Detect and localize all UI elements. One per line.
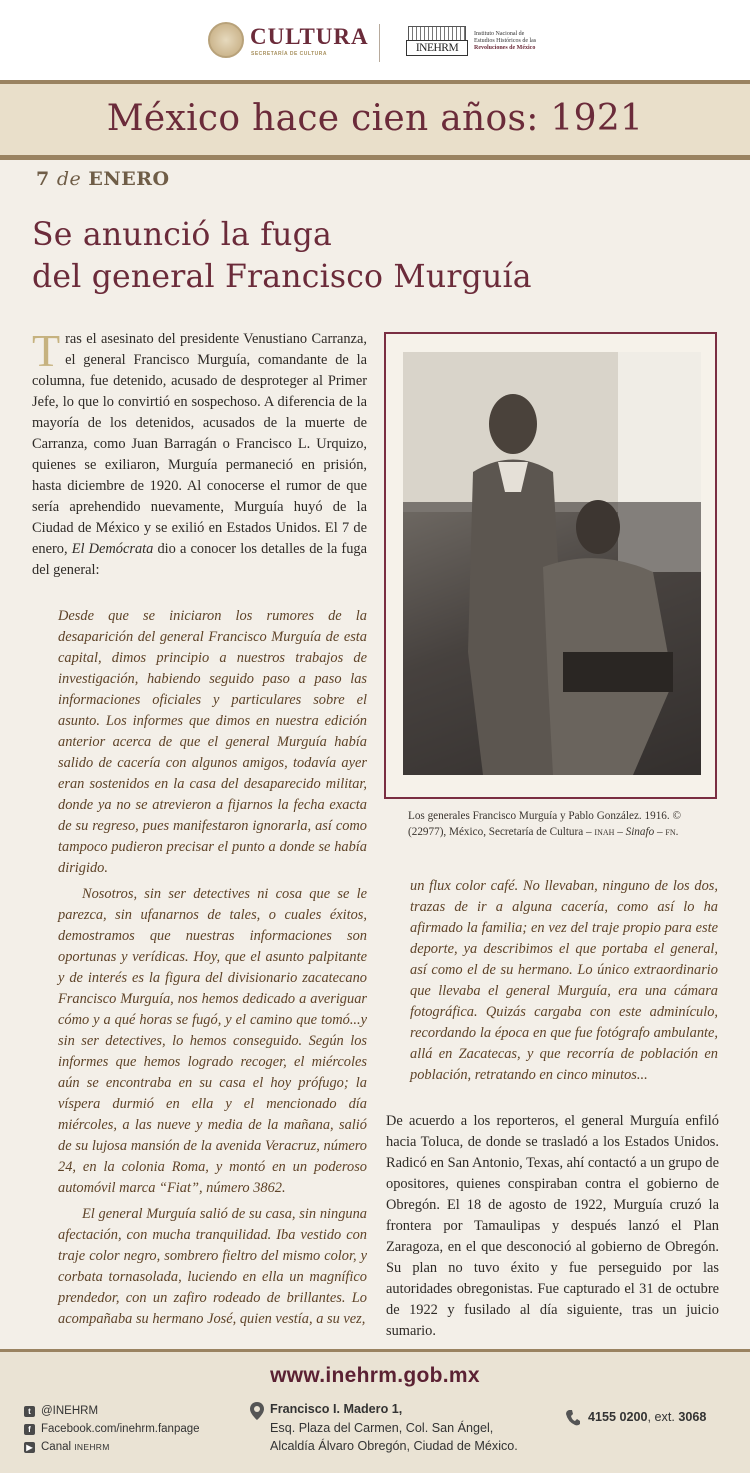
- location-pin-icon: [250, 1402, 264, 1420]
- phone-ext-number: 3068: [678, 1410, 707, 1424]
- address-line-2: Esq. Plaza del Carmen, Col. San Ángel,: [270, 1420, 494, 1435]
- headline-line-2: del general Francisco Murguía: [32, 259, 532, 295]
- inehrm-mark: INEHRM: [406, 40, 468, 56]
- cultura-logo[interactable]: [208, 22, 368, 62]
- website-link[interactable]: www.inehrm.gob.mx: [270, 1364, 480, 1387]
- national-seal-icon: [208, 22, 244, 58]
- phone-number[interactable]: [588, 1410, 706, 1424]
- twitter-link[interactable]: [24, 1402, 200, 1420]
- newspaper-name: El Demócrata: [71, 541, 154, 557]
- quote-paragraph-4: un flux color café. No llevaban, ninguno de los dos, trazas de ir a alguna cacería, como así lo ha afirmado la familia; en vez del traje propio para este deporte, ya describimos el que portaba el general, así como el de su hermano. Lo único extraordinario que llevaba el general Murguía, era una cámara fotográfica. Quizás cargaba con este adminículo, recordando la época en que fue fotógrafo ambulante, allá en Zacatecas, y que recorría de población en población, retratando en cinco minutos...: [410, 878, 718, 1083]
- caption-sep-2: –: [654, 826, 666, 838]
- youtube-channel: Canal INEHRM: [41, 1441, 110, 1453]
- twitter-handle: @INEHRM: [41, 1405, 99, 1417]
- series-title: México hace cien años: 1921: [106, 98, 644, 139]
- quoted-excerpt-continued: [410, 876, 718, 1086]
- inehrm-line-3: Revoluciones de México: [474, 45, 536, 52]
- phone-ext-label: , ext.: [647, 1410, 679, 1424]
- article-headline: [32, 214, 632, 298]
- youtube-link[interactable]: [24, 1438, 200, 1456]
- banner-bottom-rule: [0, 155, 750, 160]
- twitter-icon: t: [24, 1406, 35, 1417]
- caption-end: .: [675, 826, 679, 838]
- facebook-url: Facebook.com/inehrm.fanpage: [41, 1423, 200, 1435]
- date-month: ENERO: [88, 168, 170, 190]
- outro-text: De acuerdo a los reporteros, el general Murguía enfiló hacia Toluca, de donde se trasladó a los Estados Unidos. Radicó en San Antonio, Texas, ahí contactó a un grupo de opositores, quienes conspiraban contra el gobierno de Obregón. El 18 de agosto de 1922, Murguía cruzó la frontera por Tamaulipas y después lanzó el Plan Zaragoza, en el que desconoció al gobierno de Obregón. Su plan no tuvo éxito y fue perseguido por las autoridades obregonistas. Fue capturado el 31 de octubre de 1922 y fusilado al día siguiente, tras un juicio sumario.: [386, 1113, 719, 1339]
- photo-caption: [408, 808, 708, 840]
- cultura-title: CULTURA: [250, 24, 369, 49]
- youtube-icon: ▶: [24, 1442, 35, 1453]
- intro-paragraph: [32, 325, 367, 581]
- quote-paragraph-1: Desde que se iniciaron los rumores de la desaparición del general Francisco Murguía de esta capital, dimos principio a nuestros trabajos de investigación, habiendo seguido paso a paso las informaciones oficiales y particulares sobre el asunto. Los informes que dimos en nuestra edición anterior acerca de que el general Murguía había salido de cacería con algunos amigos, todavía ayer eran sostenidos en la casa del desaparecido militar, donde ya no se atrevieron a fijarnos la fecha exacta de su regreso, pues manifestaron ignorarla, así como tampoco pudieron precisar el punto a donde se había dirigido.: [58, 608, 367, 876]
- intro-tail: dio a conocer los detalles de la fuga del general:: [32, 541, 367, 578]
- date-line: [36, 168, 170, 190]
- address-line-3: Alcaldía Álvaro Obregón, Ciudad de México.: [270, 1439, 518, 1453]
- closing-paragraph: [386, 1111, 719, 1342]
- cultura-subtitle: SECRETARÍA DE CULTURA: [251, 51, 327, 57]
- top-header: [0, 0, 750, 82]
- header-divider: [379, 24, 380, 62]
- quote-paragraph-3: El general Murguía salió de su casa, sin ninguna afectación, con mucha tranquilidad. Iba vestido con traje color negro, sombrero fieltro del mismo color, y corbata tornasolada, luciendo en ella un magnífico prendedor, con un zafiro rodeado de brillantes. Lo acompañaba su hermano José, quien vestía, a su vez,: [58, 1206, 367, 1327]
- quote-paragraph-2: Nosotros, sin ser detectives ni cosa que se le parezca, sin ufanarnos de tales, o cuales éxitos, demostramos que nuestras informaciones son oportunas y verídicas. Hoy, que el asunto palpitante y de interés es la figura del divisionario zacatecano Francisco Murguía, nos hemos dedicado a averiguar cómo y a qué horas se fugó, y el camino que tomó...y sin ser detectives, lo hemos conseguido. Según los informes que hemos logrado recoger, el miércoles aún se encontraba en su casa el hoy prófugo; la víspera durmió en ella y el mencionado día miércoles, a las nueve y media de la mañana, salió de su lujosa mansión de la avenida Veracruz, número 24, en la colonia Roma, y montó en un poderoso automóvil marca “Fiat”, número 3862.: [58, 886, 367, 1196]
- inehrm-name: [474, 31, 536, 53]
- social-links: [24, 1402, 200, 1456]
- photo-illustration: [403, 352, 701, 775]
- facebook-link[interactable]: [24, 1420, 200, 1438]
- inehrm-line-2: Estudios Históricos de las: [474, 38, 537, 45]
- caption-text: Los generales Francisco Murguía y Pablo González. 1916. © (22977), México, Secretaría de Cultura –: [408, 810, 681, 838]
- date-day: 7: [36, 168, 50, 190]
- inehrm-line-1: Instituto Nacional de: [474, 31, 525, 37]
- caption-sinafo: Sinafo: [625, 826, 655, 838]
- address-line-1: Francisco I. Madero 1,: [270, 1402, 403, 1416]
- caption-fn: fn: [665, 826, 676, 838]
- intro-text: ras el asesinato del presidente Venustiano Carranza, el general Francisco Murguía, comandante de la columna, fue detenido, acusado de desproteger al Primer Jefe, lo que lo convirtió en sospechoso. A diferencia de la mayoría de los detenidos, acusados de la muerte de Carranza, como Juan Barragán o Francisco L. Urquizo, quienes se exiliaron, Murguía permaneció en prisión, hasta diciembre de 1920. Al conocerse el rumor de que sería aprehendido nuevamente, Murguía huyó de la Ciudad de México y se exilió en Estados Unidos. El 7 de enero,: [32, 331, 367, 557]
- phone-main: 4155 0200: [588, 1410, 648, 1424]
- address: [270, 1400, 518, 1456]
- historical-photo[interactable]: [403, 352, 701, 775]
- building-icon: [408, 26, 466, 40]
- inehrm-logo[interactable]: [406, 26, 546, 60]
- quoted-excerpt: [58, 606, 367, 1330]
- phone-icon: [566, 1410, 580, 1426]
- facebook-icon: f: [24, 1424, 35, 1435]
- headline-line-1: Se anunció la fuga: [32, 217, 332, 253]
- drop-cap: T: [32, 325, 61, 376]
- caption-sep-1: –: [614, 826, 626, 838]
- caption-inah: inah: [594, 826, 615, 838]
- date-de: de: [56, 168, 82, 190]
